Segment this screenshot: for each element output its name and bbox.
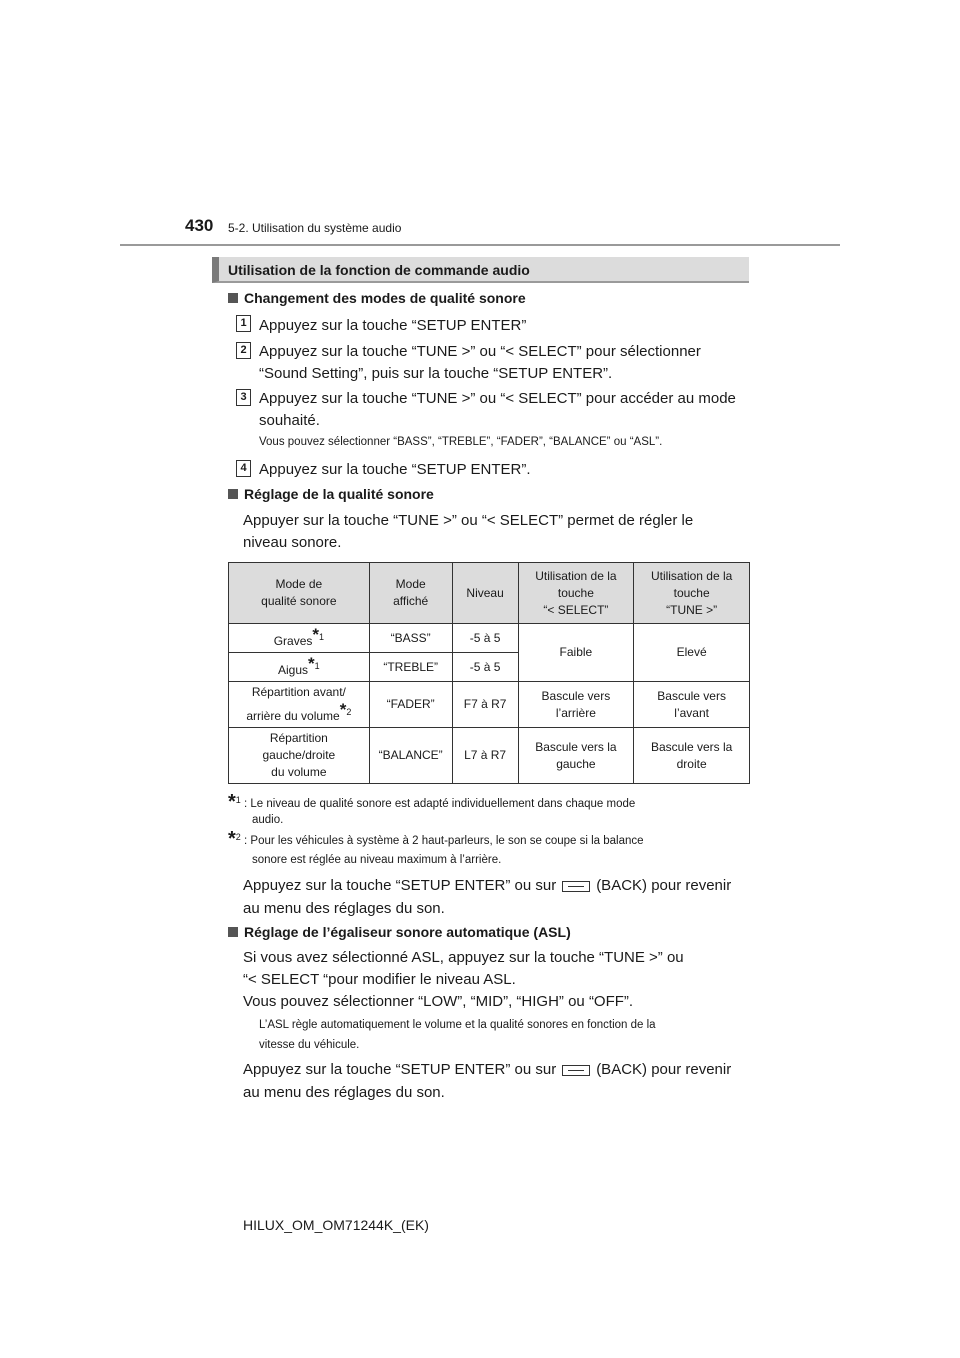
cell-tune: Bascule vers la droite <box>634 728 750 784</box>
subheading-asl: Réglage de l’égaliseur sonore automatique (ASL) <box>228 924 571 940</box>
asl-note-line2: vitesse du véhicule. <box>259 1039 360 1051</box>
cell-select: Bascule vers l’arrière <box>518 682 634 728</box>
step-number-2: 2 <box>236 342 251 359</box>
step-4-text: Appuyez sur la touche “SETUP ENTER”. <box>259 461 531 478</box>
asl-text-line2: “< SELECT “pour modifier le niveau ASL. <box>243 971 516 988</box>
return-text-2-line2: au menu des réglages du son. <box>243 1084 445 1101</box>
cell-tune-merged: Elevé <box>634 624 750 682</box>
step-2-text-line2: “Sound Setting”, puis sur la touche “SETUP ENTER”. <box>259 365 613 382</box>
cell-level: -5 à 5 <box>452 624 518 653</box>
footnote-2: *$^2$ : Pour les véhicules à système à 2 haut-parleurs, le son se coupe si la balance <box>228 827 644 850</box>
section-title-bar <box>212 257 749 283</box>
header-level: Niveau <box>452 563 518 624</box>
footnote-1: *$^1$ : Le niveau de qualité sonore est adapté individuellement dans chaque mode <box>228 790 636 813</box>
table-row <box>229 728 750 784</box>
cell-level: -5 à 5 <box>452 653 518 682</box>
section-title: Utilisation de la fonction de commande audio <box>228 262 530 278</box>
cell-mode: Graves$^{*1}$ <box>229 624 370 653</box>
step-number-3: 3 <box>236 389 251 406</box>
step-number-1: 1 <box>236 315 251 332</box>
asl-text-line3: Vous pouvez sélectionner “LOW”, “MID”, “HIGH” ou “OFF”. <box>243 993 634 1010</box>
asl-note-line1: L’ASL règle automatiquement le volume et la qualité sonores en fonction de la <box>259 1019 656 1031</box>
step-3-note: Vous pouvez sélectionner “BASS”, “TREBLE”, “FADER”, “BALANCE” ou “ASL”. <box>259 436 663 448</box>
table-row <box>229 682 750 728</box>
cell-mode: Aigus$^{*1}$ <box>229 653 370 682</box>
step-2-text-line1: Appuyez sur la touche “TUNE >” ou “< SELECT” pour sélectionner <box>259 343 701 360</box>
asl-text-line1: Si vous avez sélectionné ASL, appuyez sur la touche “TUNE >” ou <box>243 949 684 966</box>
footer-code: HILUX_OM_OM71244K_(EK) <box>243 1217 429 1233</box>
header-display: Mode affiché <box>369 563 452 624</box>
cell-select: Bascule vers la gauche <box>518 728 634 784</box>
step-3-text-line1: Appuyez sur la touche “TUNE >” ou “< SELECT” pour accéder au mode <box>259 390 736 407</box>
footnote-1-line2: audio. <box>252 814 284 826</box>
return-text-1-line2: au menu des réglages du son. <box>243 900 445 917</box>
cell-select-merged: Faible <box>518 624 634 682</box>
cell-display: “BASS” <box>369 624 452 653</box>
header-tune: Utilisation de la touche “TUNE >” <box>634 563 750 624</box>
return-text-1: Appuyez sur la touche “SETUP ENTER” ou sur (BACK) pour revenir <box>243 877 732 894</box>
back-button-icon <box>562 1065 590 1076</box>
adjust-quality-text-line2: niveau sonore. <box>243 534 342 551</box>
page-number: 430 <box>185 216 214 235</box>
header-mode: Mode de qualité sonore <box>229 563 370 624</box>
square-bullet-icon <box>228 489 238 499</box>
cell-mode: Répartition gauche/droite du volume <box>229 728 370 784</box>
square-bullet-icon <box>228 927 238 937</box>
cell-display: “BALANCE” <box>369 728 452 784</box>
cell-display: “FADER” <box>369 682 452 728</box>
return-text-2: Appuyez sur la touche “SETUP ENTER” ou sur (BACK) pour revenir <box>243 1061 732 1078</box>
cell-level: L7 à R7 <box>452 728 518 784</box>
cell-level: F7 à R7 <box>452 682 518 728</box>
step-1-text: Appuyez sur la touche “SETUP ENTER” <box>259 317 527 334</box>
table-row <box>229 624 750 653</box>
header-select: Utilisation de la touche “< SELECT” <box>518 563 634 624</box>
footnote-2-line2: sonore est réglée au niveau maximum à l’arrière. <box>252 854 502 866</box>
sound-quality-table <box>228 562 750 784</box>
subheading-change-modes: Changement des modes de qualité sonore <box>228 290 526 306</box>
header-rule <box>120 244 840 246</box>
back-button-icon <box>562 881 590 892</box>
subheading-adjust-quality: Réglage de la qualité sonore <box>228 486 434 502</box>
cell-mode: Répartition avant/ arrière du volume$^{*2}$ <box>229 682 370 728</box>
square-bullet-icon <box>228 293 238 303</box>
step-number-4: 4 <box>236 460 251 477</box>
chapter-title: 5-2. Utilisation du système audio <box>228 221 402 235</box>
table-header-row <box>229 563 750 624</box>
cell-display: “TREBLE” <box>369 653 452 682</box>
adjust-quality-text-line1: Appuyer sur la touche “TUNE >” ou “< SELECT” permet de régler le <box>243 512 694 529</box>
cell-tune: Bascule vers l’avant <box>634 682 750 728</box>
step-3-text-line2: souhaité. <box>259 412 320 429</box>
